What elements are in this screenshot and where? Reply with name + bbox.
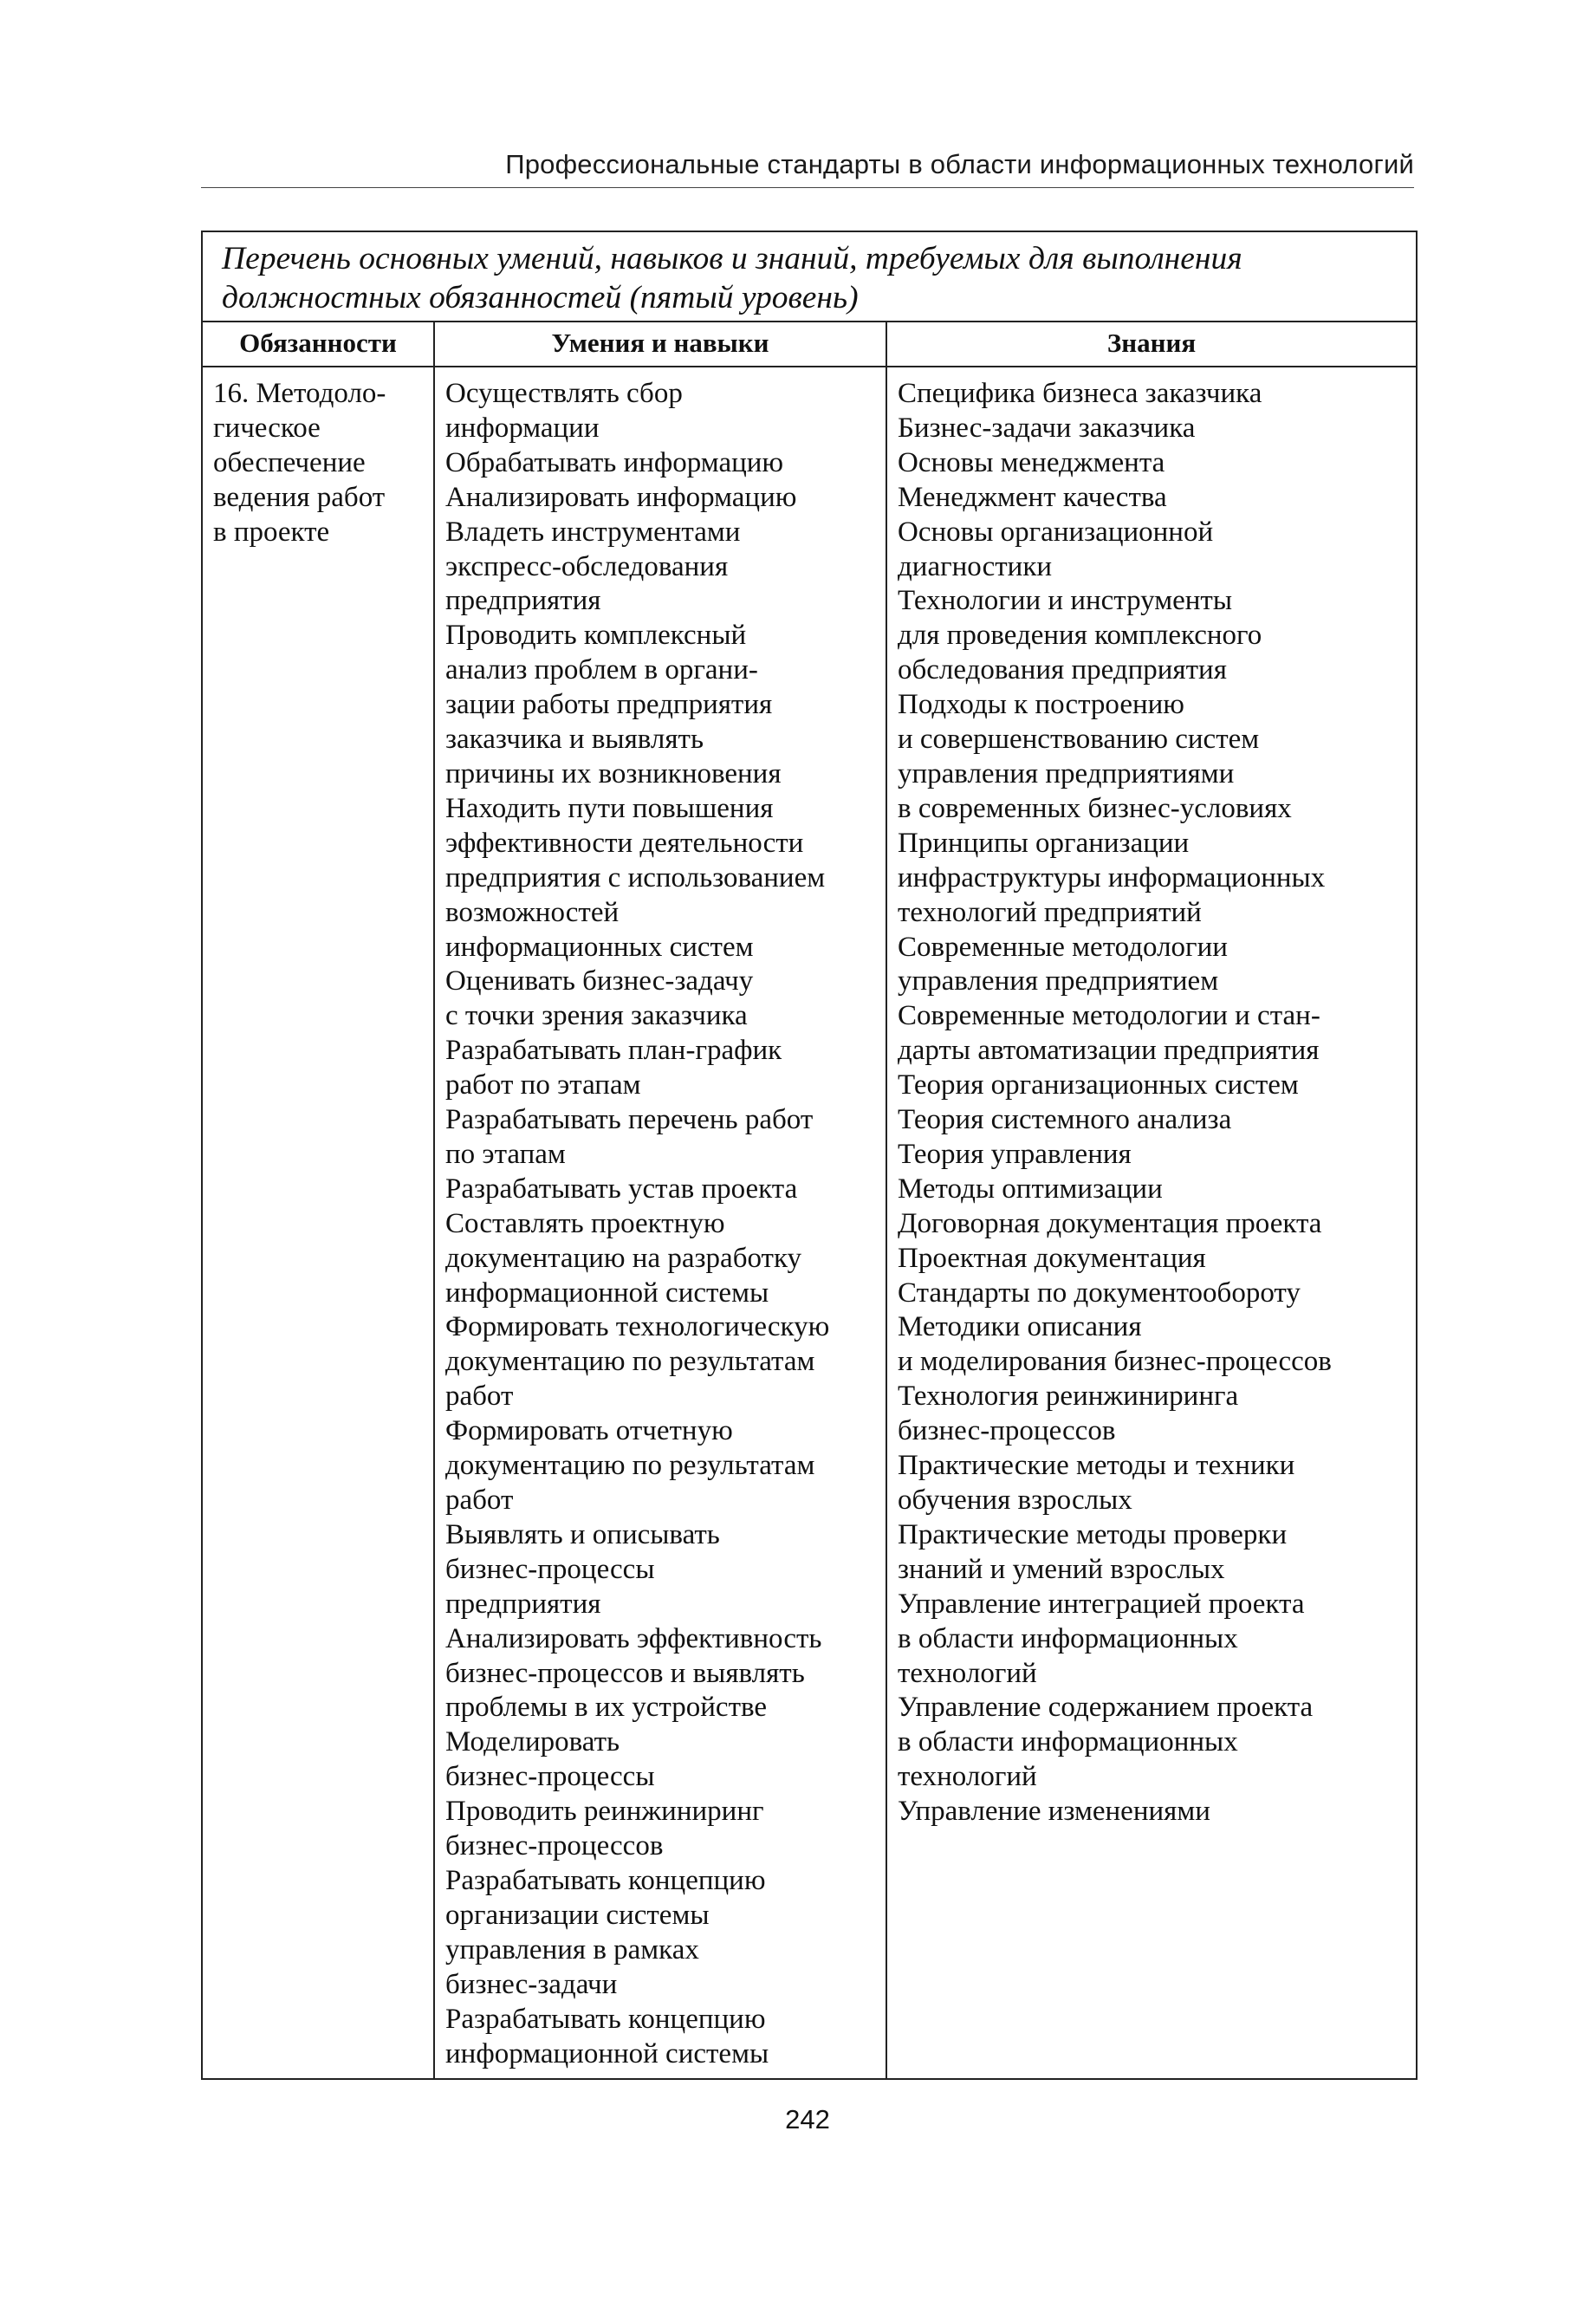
knowledge-line: Договорная документация проекта [898,1207,1322,1239]
skill-line: работ [445,1485,514,1516]
column-header-duties: Обязанности [202,322,434,367]
knowledge-line: Современные методологии [898,931,1228,963]
knowledge-line: Технология реинжиниринга [898,1381,1239,1413]
skill-line: Формировать отчетную [445,1415,733,1447]
skill-line: документацию по результатам [445,1450,815,1482]
skill-line: документацию на разработку [445,1242,802,1274]
skill-line: Находить пути повышения [445,792,774,824]
skill-line: Обрабатывать информацию [445,446,784,478]
knowledge-line: технологий [898,1657,1037,1689]
knowledge-line: в области информационных [898,1726,1238,1758]
knowledge-line: Теория организационных систем [898,1069,1299,1101]
knowledge-line: дарты автоматизации предприятия [898,1035,1320,1067]
knowledge-line: управления предприятием [898,965,1219,997]
skill-line: предприятия с использованием [445,861,826,893]
skill-line: организации системы [445,1899,710,1931]
knowledge-line: Практические методы и техники [898,1450,1295,1482]
skill-line: Анализировать эффективность [445,1622,822,1654]
knowledge-line: и совершенствованию систем [898,724,1260,756]
skill-line: Разрабатывать устав проекта [445,1173,798,1205]
duty-line: гическое [213,412,321,444]
knowledge-line: знаний и умений взрослых [898,1553,1225,1585]
skill-line: Разрабатывать концепцию [445,2003,766,2035]
caption-line: должностных обязанностей (пятый уровень) [222,280,859,315]
skill-line: Оценивать бизнес-задачу [445,965,754,997]
knowledge-line: Стандарты по документообороту [898,1277,1301,1309]
skill-line: проблемы в их устройстве [445,1692,768,1724]
table-header-row [202,322,1417,367]
skill-line: заказчика и выявлять [445,724,704,756]
running-header: Профессиональные стандарты в области информационных технологий [505,149,1414,179]
knowledge-line: Менеджмент качества [898,481,1167,513]
knowledge-line: Подходы к построению [898,689,1184,721]
skill-line: управления в рамках [445,1933,699,1965]
knowledge-line: инфраструктуры информационных [898,861,1326,893]
column-header-skills: Умения и навыки [434,322,886,367]
knowledge-line: для проведения комплексного [898,620,1262,652]
knowledge-line: и моделирования бизнес-процессов [898,1346,1332,1378]
skill-line: документацию по результатам [445,1346,815,1378]
skill-line: предприятия [445,585,601,617]
skill-line: Разрабатывать концепцию [445,1864,766,1896]
skill-line: информационной системы [445,2037,769,2069]
knowledge-line: в области информационных [898,1622,1238,1654]
knowledge-line: Управление изменениями [898,1796,1210,1828]
knowledge-cell [886,367,1417,2079]
skill-line: зации работы предприятия [445,689,773,721]
skill-line: возможностей [445,896,620,928]
knowledge-line: Методики описания [898,1311,1142,1343]
skill-line: по этапам [445,1138,566,1170]
table-caption [202,231,1417,322]
knowledge-line: Бизнес-задачи заказчика [898,412,1196,444]
duty-cell [202,367,434,2079]
knowledge-line: Специфика бизнеса заказчика [898,378,1262,409]
skill-line: бизнес-процессы [445,1553,655,1585]
skill-line: работ по этапам [445,1069,641,1101]
skill-line: Проводить комплексный [445,620,747,652]
knowledge-line: обследования предприятия [898,654,1227,686]
knowledge-line: диагностики [898,550,1053,582]
skill-line: анализ проблем в органи- [445,654,758,686]
skill-line: информации [445,412,600,444]
knowledge-line: Современные методологии и стан- [898,1000,1320,1032]
duties-skills-knowledge-table [201,231,1418,2080]
duty-line: ведения работ [213,481,386,513]
skill-line: с точки зрения заказчика [445,1000,748,1032]
duty-line: в проекте [213,516,330,548]
skill-line: бизнес-задачи [445,1968,618,2000]
skill-line: Разрабатывать план-график [445,1035,782,1067]
skill-line: Моделировать [445,1726,620,1758]
knowledge-line: Управление интеграцией проекта [898,1588,1305,1620]
caption-line: Перечень основных умений, навыков и знаний, требуемых для выполнения [222,241,1242,276]
column-header-knowledge: Знания [886,322,1417,367]
knowledge-line: управления предприятиями [898,757,1235,789]
knowledge-line: бизнес-процессов [898,1415,1116,1447]
skill-line: Осуществлять сбор [445,378,683,409]
skill-line: бизнес-процессов [445,1830,664,1862]
knowledge-line: Теория системного анализа [898,1104,1232,1136]
skill-line: Формировать технологическую [445,1311,830,1343]
table-row [202,367,1417,2079]
skill-line: Разрабатывать перечень работ [445,1104,814,1136]
knowledge-line: технологий предприятий [898,896,1202,928]
knowledge-line: в современных бизнес-условиях [898,792,1292,824]
table-caption-row [202,231,1417,322]
skills-cell [434,367,886,2079]
skill-line: бизнес-процессы [445,1761,655,1793]
knowledge-line: Технологии и инструменты [898,585,1233,617]
skill-line: информационной системы [445,1277,769,1309]
knowledge-line: Методы оптимизации [898,1173,1163,1205]
knowledge-line: Проектная документация [898,1242,1206,1274]
skill-line: Владеть инструментами [445,516,741,548]
skill-line: экспресс-обследования [445,550,729,582]
knowledge-line: технологий [898,1761,1037,1793]
skill-line: Анализировать информацию [445,481,797,513]
skill-line: работ [445,1381,514,1413]
knowledge-line: Принципы организации [898,827,1190,859]
skill-line: Выявлять и описывать [445,1518,720,1550]
duty-line: 16. Методоло- [213,378,386,409]
skill-line: информационных систем [445,931,754,963]
header-rule [201,187,1414,188]
knowledge-line: обучения взрослых [898,1485,1132,1516]
knowledge-line: Управление содержанием проекта [898,1692,1314,1724]
skill-line: эффективности деятельности [445,827,804,859]
skill-line: Проводить реинжиниринг [445,1796,764,1828]
skill-line: причины их возникновения [445,757,782,789]
knowledge-line: Теория управления [898,1138,1132,1170]
skill-line: бизнес-процессов и выявлять [445,1657,805,1689]
skill-line: Составлять проектную [445,1207,725,1239]
knowledge-line: Основы организационной [898,516,1214,548]
page-number: 242 [785,2104,830,2134]
duty-line: обеспечение [213,446,366,478]
knowledge-line: Основы менеджмента [898,446,1165,478]
skill-line: предприятия [445,1588,601,1620]
knowledge-line: Практические методы проверки [898,1518,1288,1550]
